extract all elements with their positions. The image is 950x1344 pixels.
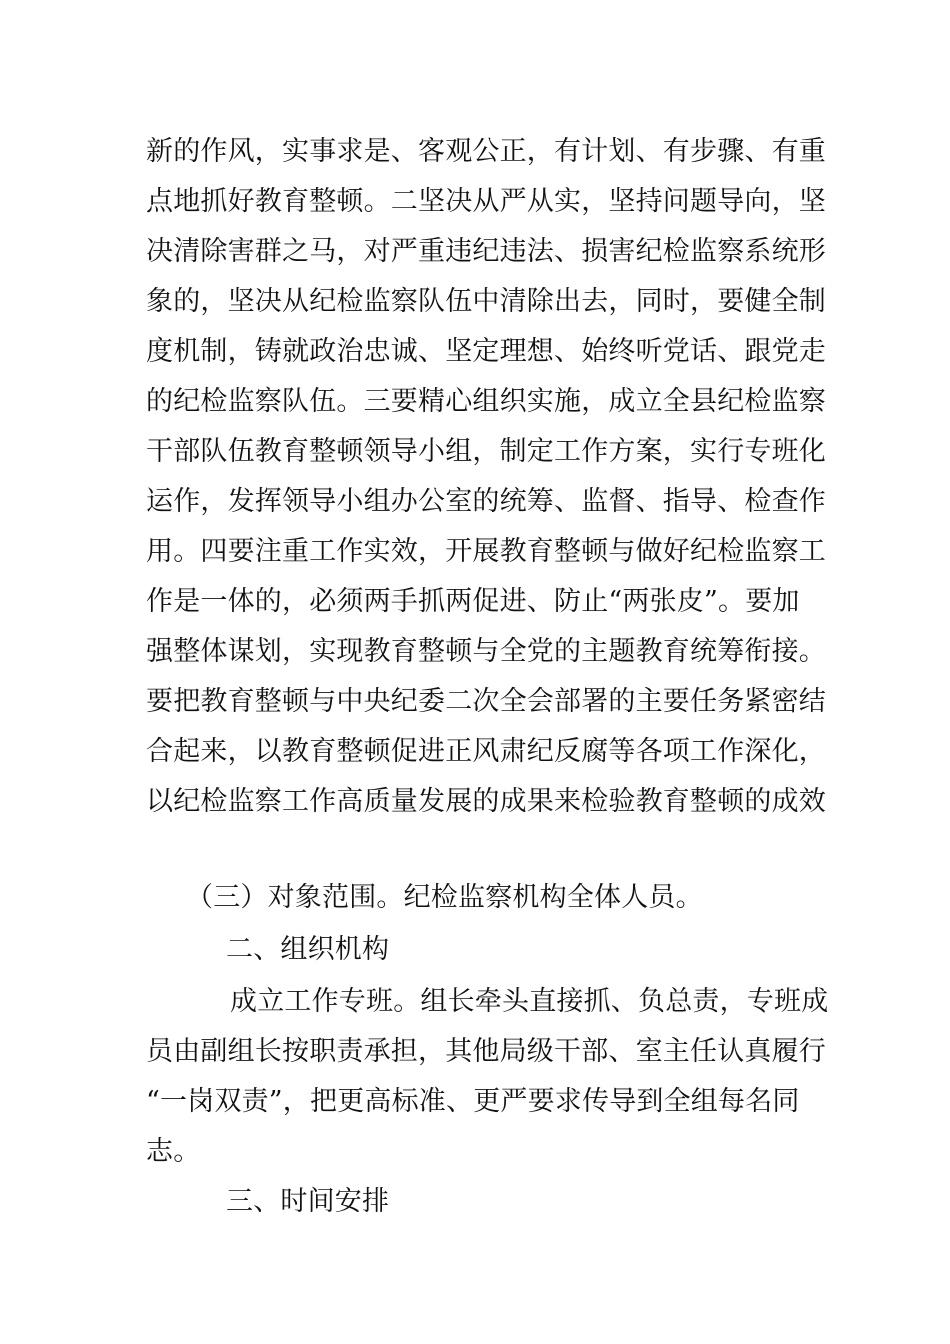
text-line: 强整体谋划，实现教育整顿与全党的主题教育统筹衔接。	[146, 636, 826, 667]
text-line: 象的，坚决从纪检监察队伍中清除出去，同时，要健全制	[146, 286, 826, 317]
heading-schedule: 三、时间安排	[226, 1186, 390, 1217]
text-line: 要把教育整顿与中央纪委二次全会部署的主要任务紧密结	[146, 686, 826, 717]
text-line: 度机制，铸就政治忠诚、坚定理想、始终听党话、跟党走	[146, 336, 826, 367]
text-line: 成立工作专班。组长牵头直接抓、负总责，专班成	[230, 986, 829, 1017]
text-line: 员由副组长按职责承担，其他局级干部、室主任认真履行	[146, 1036, 826, 1067]
text-line: “一岗双责”，把更高标准、更严要求传导到全组每名同	[146, 1086, 800, 1117]
text-line: 新的作风，实事求是、客观公正，有计划、有步骤、有重	[146, 136, 826, 167]
text-line: 点地抓好教育整顿。二坚决从严从实，坚持问题导向，坚	[146, 186, 826, 217]
text-line: 作是一体的，必须两手抓两促进、防止“两张皮”。要加	[146, 586, 800, 617]
text-line: 以纪检监察工作高质量发展的成果来检验教育整顿的成效	[146, 786, 826, 817]
text-line: 决清除害群之马，对严重违纪违法、损害纪检监察系统形	[146, 236, 826, 267]
text-line: 干部队伍教育整顿领导小组，制定工作方案，实行专班化	[146, 436, 826, 467]
text-line: 的纪检监察队伍。三要精心组织实施，成立全县纪检监察	[146, 386, 826, 417]
text-line: 志。	[146, 1136, 201, 1167]
heading-organization: 二、组织机构	[226, 934, 390, 965]
text-line: 合起来，以教育整顿促进正风肃纪反腐等各项工作深化，	[146, 736, 826, 767]
text-line: 用。四要注重工作实效，开展教育整顿与做好纪检监察工	[146, 536, 826, 567]
subsection-scope: （三）对象范围。纪检监察机构全体人员。	[186, 882, 703, 913]
text-line: 运作，发挥领导小组办公室的统筹、监督、指导、检查作	[146, 486, 826, 517]
